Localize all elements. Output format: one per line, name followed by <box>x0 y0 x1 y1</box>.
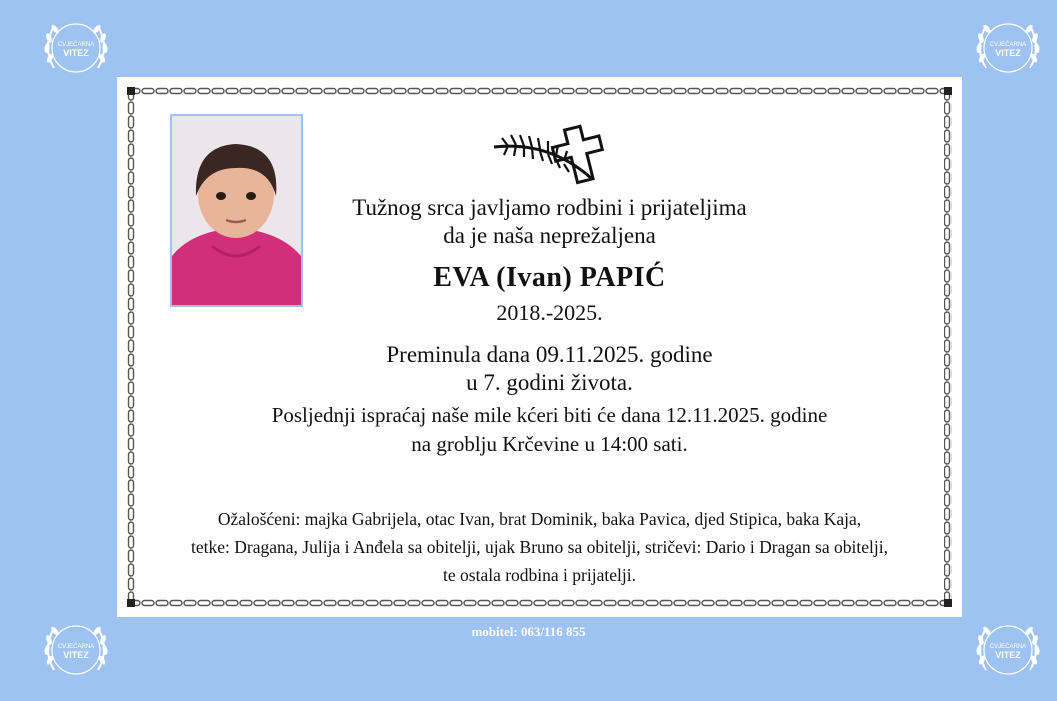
logo-seal-top-left <box>36 8 116 88</box>
cross-palm-icon <box>490 121 635 191</box>
mourners-line-1: Ožalošćeni: majka Gabrijela, otac Ivan, brat Dominik, baka Pavica, djed Stipica, baka Kaja, <box>217 509 862 529</box>
laurel-seal-icon <box>968 8 1048 88</box>
logo-seal-top-right <box>968 8 1048 88</box>
obituary-card <box>117 77 962 617</box>
age-line: u 7. godini života. <box>466 370 633 395</box>
death-date-line: Preminula dana 09.11.2025. godine <box>386 342 713 367</box>
intro-line-2: da je naša neprežaljena <box>443 223 656 248</box>
logo-seal-bottom-right <box>968 610 1048 690</box>
svg-text:CVJEĆARNA: CVJEĆARNA <box>57 644 95 650</box>
laurel-seal-icon <box>36 8 116 88</box>
intro-line-1: Tužnog srca javljamo rodbini i prijateljima <box>352 195 747 220</box>
svg-text:VITEZ: VITEZ <box>63 48 89 58</box>
mourners-line-2: tetke: Dragana, Julija i Anđela sa obitelji, ujak Bruno sa obitelji, stričevi: Dario i Dragan sa obitelji, <box>191 537 888 557</box>
svg-text:VITEZ: VITEZ <box>63 650 89 660</box>
mourners-line-3: te ostala rodbina i prijatelji. <box>443 565 636 585</box>
svg-text:VITEZ: VITEZ <box>995 48 1021 58</box>
laurel-seal-icon <box>36 610 116 690</box>
funeral-line-2: na groblju Krčevine u 14:00 sati. <box>411 432 688 456</box>
svg-text:VITEZ: VITEZ <box>995 650 1021 660</box>
funeral-line-1: Posljednji ispraćaj naše mile kćeri biti će dana 12.11.2025. godine <box>271 403 828 427</box>
logo-seal-bottom-left <box>36 610 116 690</box>
svg-text:CVJEĆARNA: CVJEĆARNA <box>57 42 95 48</box>
phone-number: mobitel: 063/116 855 <box>471 624 586 639</box>
laurel-seal-icon <box>968 610 1048 690</box>
svg-text:CVJEĆARNA: CVJEĆARNA <box>989 644 1027 650</box>
svg-text:CVJEĆARNA: CVJEĆARNA <box>989 42 1027 48</box>
life-years: 2018.-2025. <box>496 300 603 325</box>
deceased-name: EVA (Ivan) PAPIĆ <box>433 262 666 293</box>
